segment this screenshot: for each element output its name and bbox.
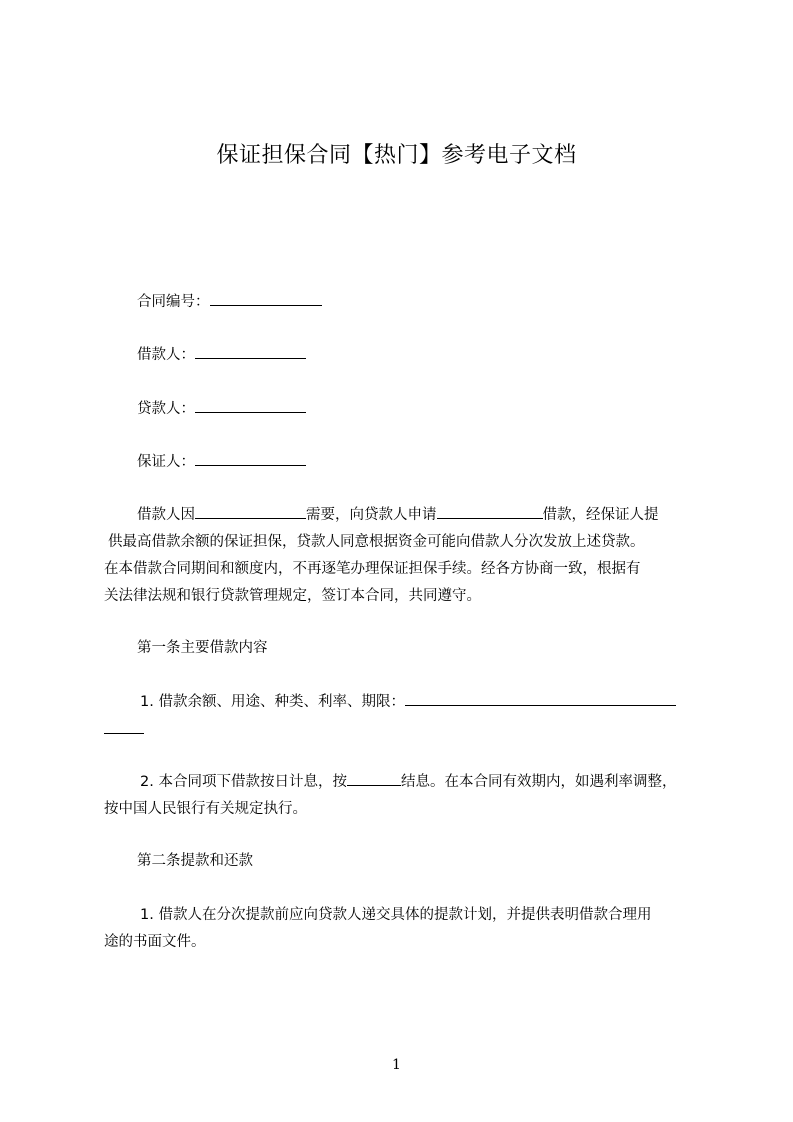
article-1-item-2-line-2: 按中国人民银行有关规定执行。 [104, 801, 307, 817]
intro-text-c: 借款，经保证人提 [542, 507, 659, 523]
article-2-item-1: 1. 借款人在分次提款前应向贷款人递交具体的提款计划，并提供表明借款合理用 [140, 907, 652, 923]
settlement-period-blank [347, 773, 401, 786]
amount-blank [437, 506, 543, 519]
loan-details-blank [405, 693, 676, 706]
intro-line-3: 在本借款合同期间和额度内，不再逐笔办理保证担保手续。经各方协商一致，根据有 [104, 561, 641, 577]
document-title: 保证担保合同【热门】参考电子文档 [216, 143, 577, 168]
lender-line [137, 399, 306, 419]
borrower-line [137, 345, 306, 365]
lender-label: 贷款人： [137, 401, 195, 417]
borrower-label: 借款人： [137, 347, 195, 363]
purpose-blank [195, 506, 306, 519]
article-2-heading: 第二条提款和还款 [137, 853, 253, 869]
loan-details-blank-continued [104, 721, 144, 734]
page-number: 1 [392, 1057, 401, 1073]
article-1-item-2 [140, 772, 676, 792]
borrower-blank [195, 346, 306, 359]
intro-text-b: 需要，向贷款人申请 [306, 507, 437, 523]
contract-number-blank [210, 293, 322, 306]
intro-line-4: 关法律法规和银行贷款管理规定，签订本合同，共同遵守。 [104, 588, 481, 604]
article-1-item-2-text-b: 结息。在本合同有效期内，如遇利率调整， [400, 774, 677, 790]
contract-number-line [137, 292, 322, 312]
intro-text-a: 借款人因 [137, 507, 195, 523]
contract-number-label: 合同编号： [137, 294, 210, 310]
article-2-item-1-line-2: 途的书面文件。 [104, 934, 206, 950]
article-1-heading: 第一条主要借款内容 [137, 640, 268, 656]
article-1-item-2-text-a: 2. 本合同项下借款按日计息，按 [140, 774, 347, 790]
article-1-item-1-continuation [104, 720, 144, 740]
guarantor-line [137, 452, 306, 472]
article-1-item-1-text: 1. 借款余额、用途、种类、利率、期限： [140, 694, 405, 710]
guarantor-blank [195, 453, 306, 466]
guarantor-label: 保证人： [137, 454, 195, 470]
intro-line-2: 供最高借款余额的保证担保，贷款人同意根据资金可能向借款人分次发放上述贷款。 [108, 534, 645, 550]
article-1-item-1 [140, 692, 676, 712]
intro-line-1 [137, 505, 659, 525]
lender-blank [195, 400, 306, 413]
